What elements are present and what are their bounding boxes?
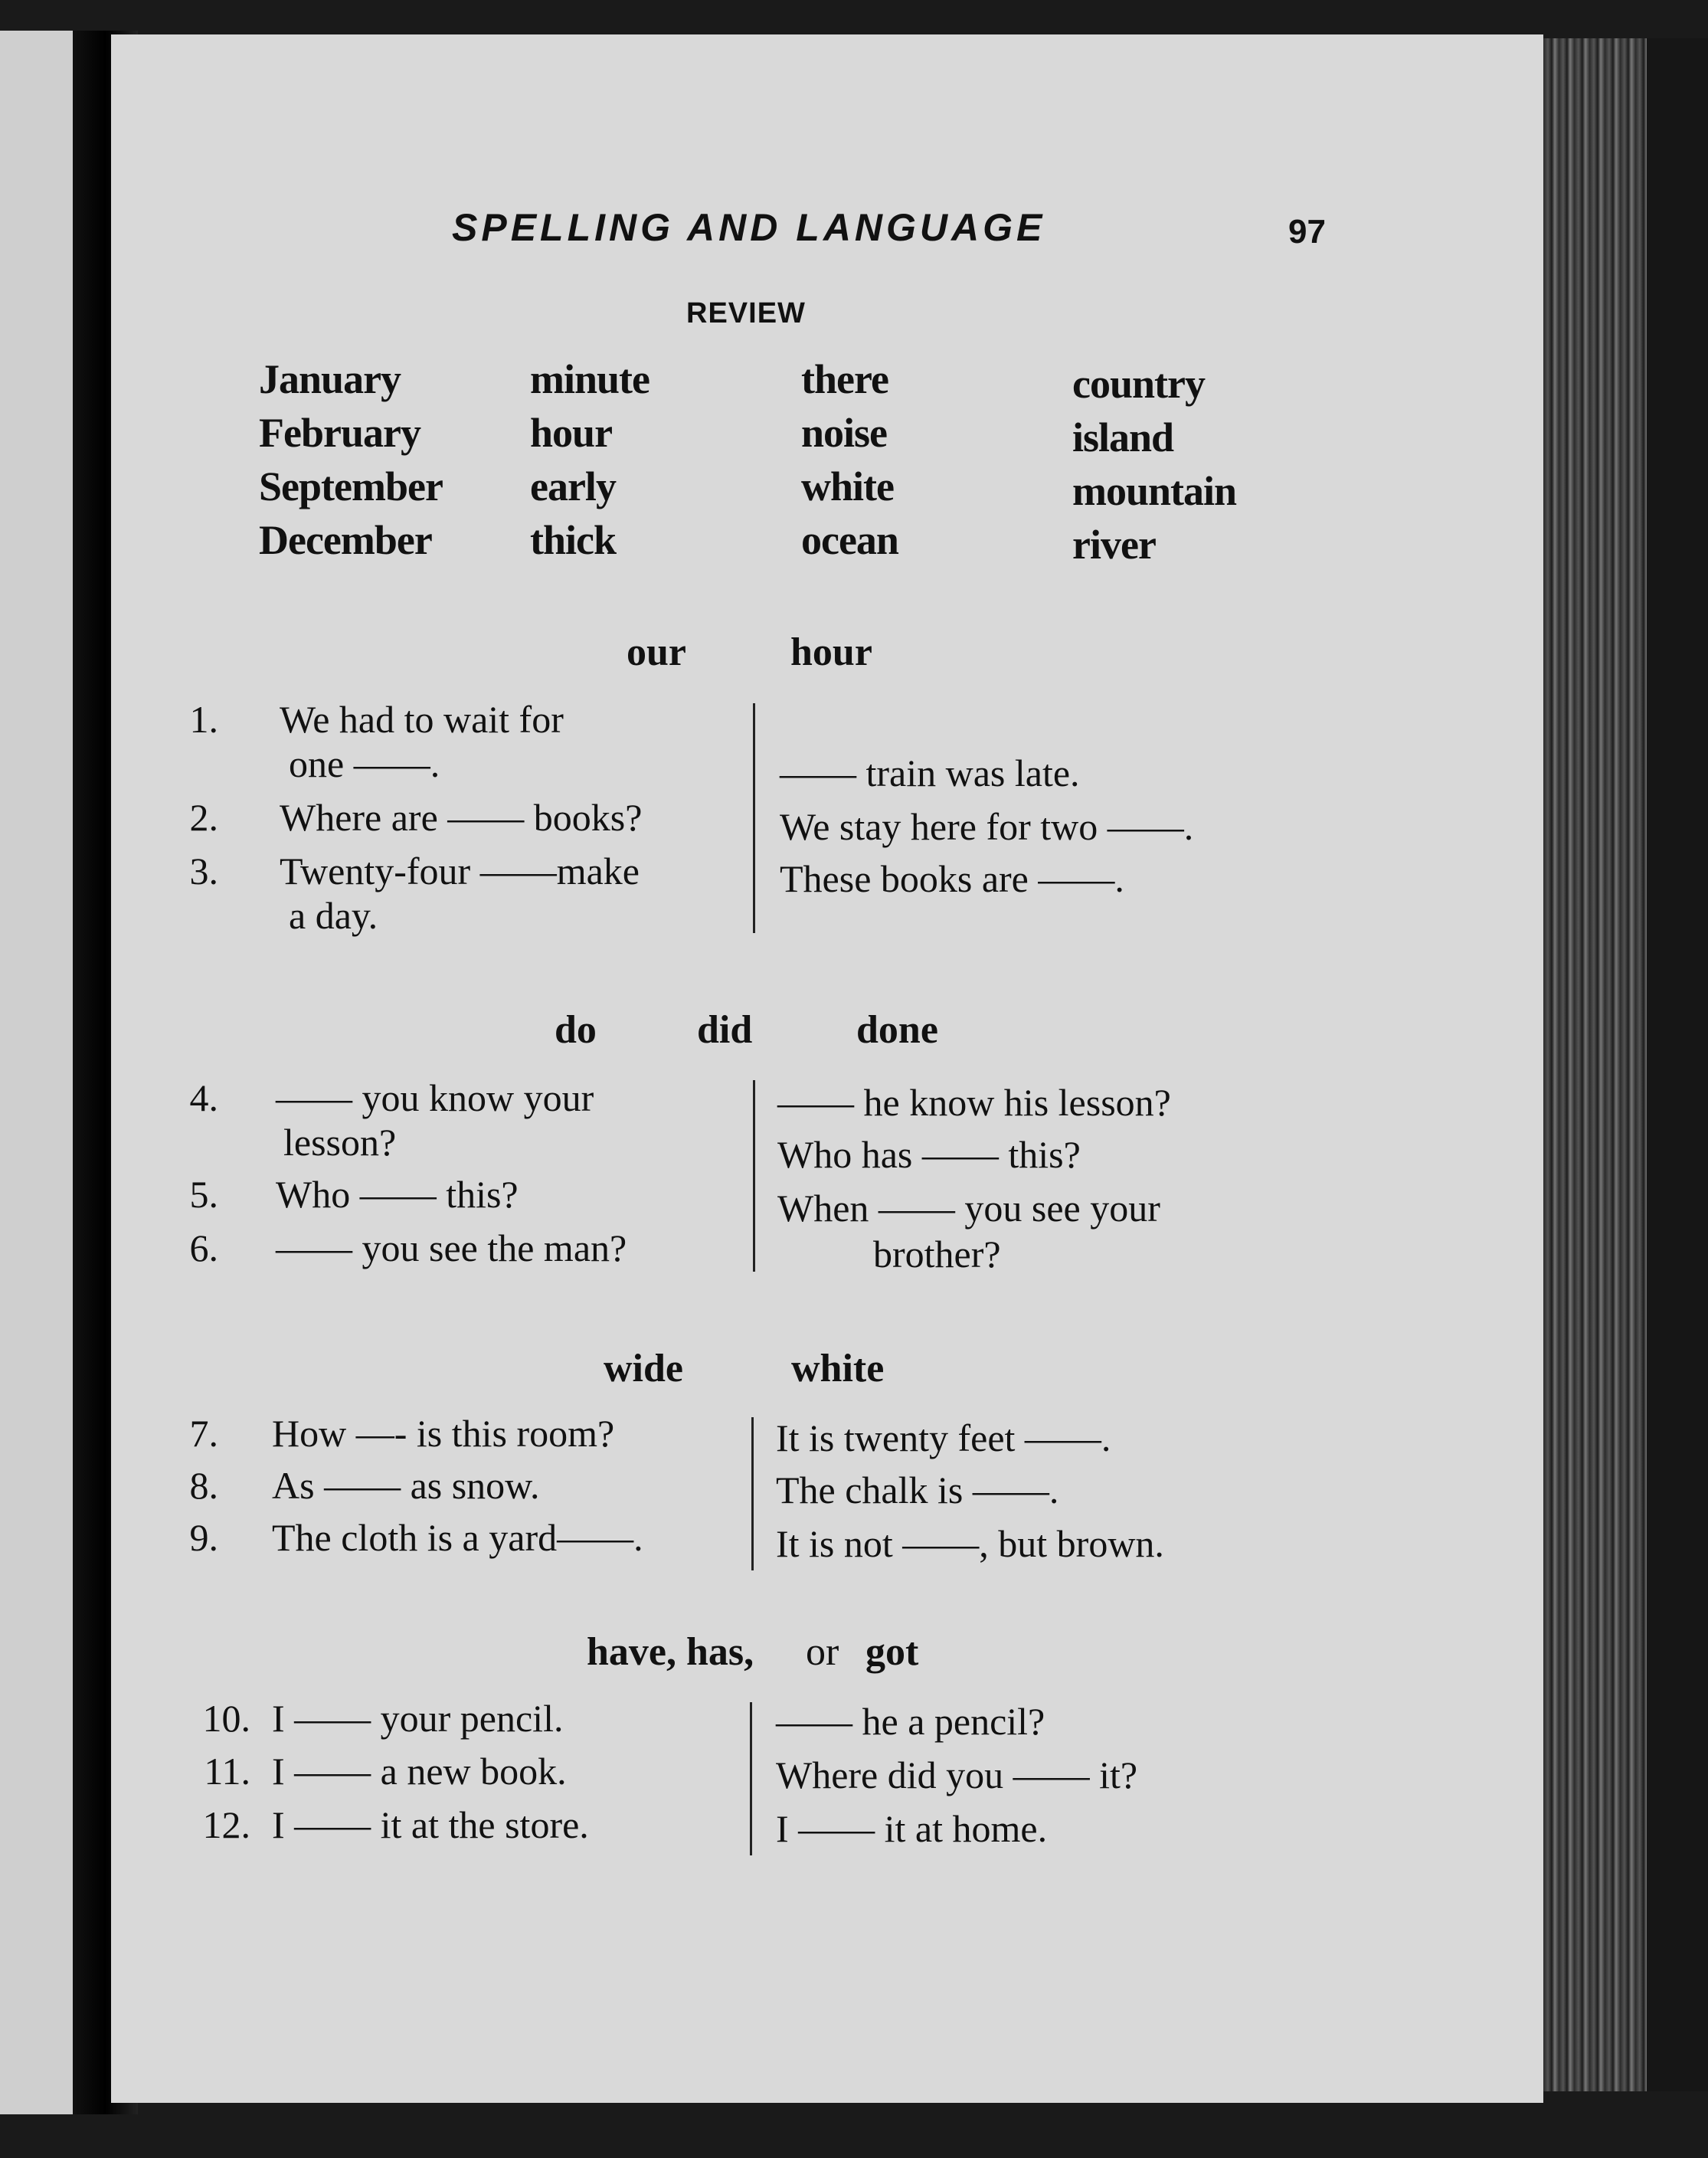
review-word: thick xyxy=(530,517,617,563)
column-divider xyxy=(753,1080,755,1272)
column-divider xyxy=(753,703,755,933)
exercise-text: I —— a new book. xyxy=(272,1750,567,1793)
review-word: December xyxy=(259,517,432,563)
review-column-geography xyxy=(1072,357,1236,571)
exercise-number: 6. xyxy=(189,1226,218,1269)
review-column-months xyxy=(259,352,443,567)
exercise-right-line: It is twenty feet ——. xyxy=(776,1416,1111,1459)
column-divider xyxy=(750,1702,752,1855)
review-column-misc xyxy=(801,352,898,567)
exercise-text: I —— it at the store. xyxy=(272,1803,589,1846)
exercise-text: Where are —— books? xyxy=(280,796,643,839)
review-word: February xyxy=(259,410,420,456)
exercise-number: 3. xyxy=(189,850,218,892)
review-word: hour xyxy=(530,410,613,456)
review-word: early xyxy=(530,463,616,509)
heading-word: or xyxy=(806,1630,839,1674)
exercise-text: —— you know your xyxy=(276,1076,594,1119)
exercise-right-line: Who has —— this? xyxy=(777,1133,1081,1176)
exercise-number: 12. xyxy=(202,1803,250,1846)
exercise-right-line: —— train was late. xyxy=(780,752,1080,794)
exercise-continuation: a day. xyxy=(289,894,378,937)
exercise-right-line: —— he a pencil? xyxy=(776,1700,1045,1743)
exercise-number: 11. xyxy=(204,1750,250,1793)
review-word: January xyxy=(259,356,401,402)
exercise-number: 10. xyxy=(202,1697,250,1740)
exercise-right-line: We stay here for two ——. xyxy=(780,805,1194,848)
exercise-number: 2. xyxy=(189,796,218,839)
review-word: noise xyxy=(801,410,888,456)
heading-word: wide xyxy=(604,1347,683,1390)
exercise-continuation: one ——. xyxy=(289,742,440,785)
exercise-text: Twenty-four ——make xyxy=(280,850,640,892)
heading-word: done xyxy=(856,1008,938,1052)
review-column-time xyxy=(530,352,649,567)
exercise-right-continuation: brother? xyxy=(873,1233,1001,1275)
exercise-text: How —- is this room? xyxy=(272,1412,615,1455)
exercise-right-line: I —— it at home. xyxy=(776,1807,1048,1850)
exercise-right-line: These books are ——. xyxy=(780,857,1124,900)
review-word: September xyxy=(259,463,443,509)
review-title: REVIEW xyxy=(686,297,806,329)
review-word: island xyxy=(1072,414,1174,460)
review-word: country xyxy=(1072,361,1205,407)
page-number: 97 xyxy=(1288,213,1326,251)
heading-word: got xyxy=(865,1630,919,1674)
exercise-continuation: lesson? xyxy=(283,1121,397,1164)
exercise-text: The cloth is a yard——. xyxy=(272,1516,643,1559)
running-head: SPELLING AND LANGUAGE xyxy=(452,206,1046,249)
exercise-text: I —— your pencil. xyxy=(272,1697,564,1740)
exercise-text: Who —— this? xyxy=(276,1173,519,1216)
column-divider xyxy=(751,1417,754,1570)
exercise-number: 5. xyxy=(189,1173,218,1216)
exercise-number: 4. xyxy=(189,1076,218,1119)
exercise-number: 9. xyxy=(189,1516,218,1559)
heading-word: have, has, xyxy=(587,1630,754,1674)
heading-word: hour xyxy=(790,630,872,674)
facing-page-edge xyxy=(0,31,84,2114)
exercise-text: —— you see the man? xyxy=(276,1226,627,1269)
review-word: white xyxy=(801,463,894,509)
review-word: river xyxy=(1072,522,1156,568)
exercise-right-line: —— he know his lesson? xyxy=(777,1081,1171,1124)
review-word: there xyxy=(801,356,888,402)
exercise-text: We had to wait for xyxy=(280,698,564,741)
exercise-right-line: It is not ——, but brown. xyxy=(776,1522,1164,1565)
heading-word: did xyxy=(697,1008,753,1052)
heading-word: do xyxy=(555,1008,597,1052)
exercise-number: 7. xyxy=(189,1412,218,1455)
book-cover-edge xyxy=(1647,38,1708,2091)
exercise-text: As —— as snow. xyxy=(272,1464,540,1507)
exercise-right-line: Where did you —— it? xyxy=(776,1754,1138,1796)
exercise-number: 8. xyxy=(189,1464,218,1507)
review-word: ocean xyxy=(801,517,898,563)
exercise-right-line: The chalk is ——. xyxy=(776,1469,1059,1511)
heading-word: our xyxy=(627,630,686,674)
heading-word: white xyxy=(791,1347,885,1390)
review-word: mountain xyxy=(1072,468,1237,514)
review-word: minute xyxy=(530,356,649,402)
exercise-right-line: When —— you see your xyxy=(777,1187,1160,1230)
exercise-number: 1. xyxy=(189,698,218,741)
